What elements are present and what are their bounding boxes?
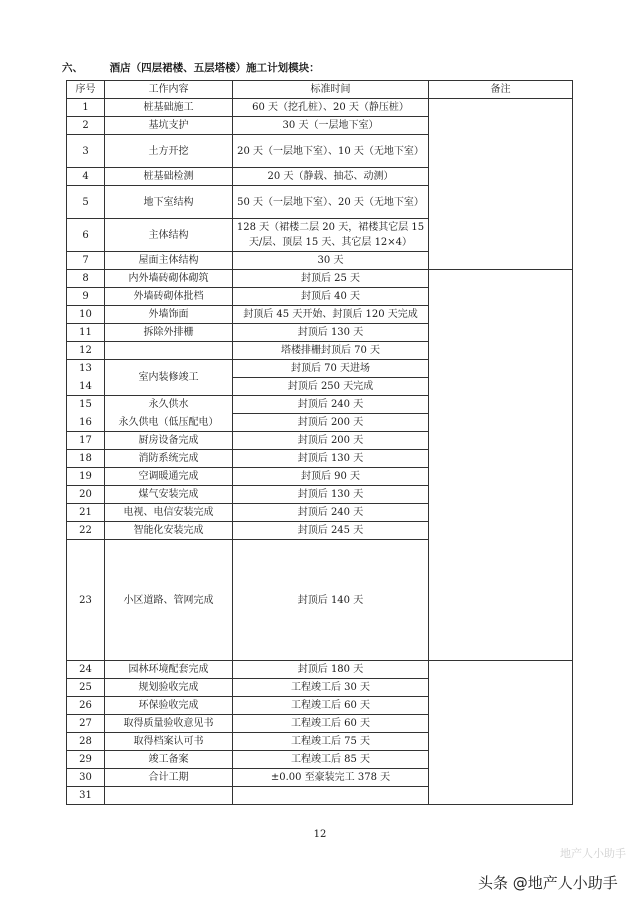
row-seq: 16 (67, 414, 105, 432)
row-seq: 21 (67, 504, 105, 522)
row-seq: 3 (67, 135, 105, 168)
row-seq: 10 (67, 306, 105, 324)
row-seq: 14 (67, 378, 105, 396)
row-seq: 29 (67, 751, 105, 769)
row-seq: 26 (67, 697, 105, 715)
header-remark: 备注 (429, 81, 573, 99)
row-seq: 30 (67, 769, 105, 787)
construction-plan-table (66, 80, 573, 805)
row-work: 永久供水 (105, 396, 233, 414)
row-time: 封顶后 70 天进场 (233, 360, 429, 378)
row-remark (429, 270, 573, 661)
row-work: 内外墙砖砌体砌筑 (105, 270, 233, 288)
row-work: 电视、电信安装完成 (105, 504, 233, 522)
table-row (67, 99, 573, 117)
row-work: 取得质量验收意见书 (105, 715, 233, 733)
row-seq: 28 (67, 733, 105, 751)
row-time: 30 天（一层地下室） (233, 117, 429, 135)
header-time: 标准时间 (233, 81, 429, 99)
row-time: 工程竣工后 30 天 (233, 679, 429, 697)
row-time: 20 天（一层地下室）、10 天（无地下室） (233, 135, 429, 168)
row-work: 合计工期 (105, 769, 233, 787)
row-seq: 1 (67, 99, 105, 117)
row-work: 取得档案认可书 (105, 733, 233, 751)
row-work: 园林环境配套完成 (105, 661, 233, 679)
row-time: 封顶后 25 天 (233, 270, 429, 288)
row-seq: 24 (67, 661, 105, 679)
row-time: 封顶后 40 天 (233, 288, 429, 306)
row-seq: 22 (67, 522, 105, 540)
row-time: ±0.00 至豪装完工 378 天 (233, 769, 429, 787)
row-seq: 6 (67, 219, 105, 252)
row-time: 工程竣工后 60 天 (233, 697, 429, 715)
watermark-text: 地产人小助手 (560, 847, 626, 860)
row-work: 土方开挖 (105, 135, 233, 168)
row-work: 桩基础检测 (105, 168, 233, 186)
row-seq: 11 (67, 324, 105, 342)
row-work: 规划验收完成 (105, 679, 233, 697)
row-time: 封顶后 245 天 (233, 522, 429, 540)
row-seq: 8 (67, 270, 105, 288)
row-work: 屋面主体结构 (105, 252, 233, 270)
header-seq: 序号 (67, 81, 105, 99)
row-work: 厨房设备完成 (105, 432, 233, 450)
row-time: 60 天（挖孔桩）、20 天（静压桩） (233, 99, 429, 117)
row-seq: 27 (67, 715, 105, 733)
row-seq: 17 (67, 432, 105, 450)
row-time: 封顶后 130 天 (233, 324, 429, 342)
row-seq: 5 (67, 186, 105, 219)
row-work: 竣工备案 (105, 751, 233, 769)
row-seq: 23 (67, 540, 105, 661)
row-seq: 31 (67, 787, 105, 805)
row-work: 地下室结构 (105, 186, 233, 219)
row-time: 封顶后 200 天 (233, 414, 429, 432)
row-work: 室内装修竣工 (105, 360, 233, 396)
table-row (67, 270, 573, 288)
row-work: 消防系统完成 (105, 450, 233, 468)
row-seq: 20 (67, 486, 105, 504)
row-time: 50 天（一层地下室）、20 天（无地下室） (233, 186, 429, 219)
table-row (67, 661, 573, 679)
row-time: 塔楼排栅封顶后 70 天 (233, 342, 429, 360)
section-title: 酒店（四层裙楼、五层塔楼）施工计划模块： (109, 62, 320, 74)
row-time: 封顶后 90 天 (233, 468, 429, 486)
row-remark (429, 99, 573, 270)
row-work (105, 342, 233, 360)
row-work: 煤气安装完成 (105, 486, 233, 504)
row-work: 小区道路、管网完成 (105, 540, 233, 661)
row-time: 封顶后 250 天完成 (233, 378, 429, 396)
row-time: 128 天（裙楼二层 20 天，裙楼其它层 15 天/层、顶层 15 天、其它层 12×4） (233, 219, 429, 252)
row-time: 封顶后 240 天 (233, 396, 429, 414)
row-seq: 7 (67, 252, 105, 270)
row-seq: 12 (67, 342, 105, 360)
page-number: 12 (313, 829, 327, 840)
row-work: 主体结构 (105, 219, 233, 252)
row-seq: 13 (67, 360, 105, 378)
row-time: 封顶后 200 天 (233, 432, 429, 450)
row-time: 封顶后 140 天 (233, 540, 429, 661)
row-time: 封顶后 130 天 (233, 450, 429, 468)
row-work: 基坑支护 (105, 117, 233, 135)
row-time: 30 天 (233, 252, 429, 270)
section-number: 六、 (62, 62, 83, 74)
row-seq: 18 (67, 450, 105, 468)
row-time: 工程竣工后 60 天 (233, 715, 429, 733)
row-time: 工程竣工后 85 天 (233, 751, 429, 769)
row-work: 拆除外排栅 (105, 324, 233, 342)
row-time: 封顶后 240 天 (233, 504, 429, 522)
row-work: 空调暖通完成 (105, 468, 233, 486)
row-time: 封顶后 180 天 (233, 661, 429, 679)
row-work (105, 787, 233, 805)
row-seq: 4 (67, 168, 105, 186)
header-work: 工作内容 (105, 81, 233, 99)
row-work: 桩基础施工 (105, 99, 233, 117)
row-work: 外墙砖砌体批档 (105, 288, 233, 306)
row-time: 封顶后 130 天 (233, 486, 429, 504)
row-work: 永久供电（低压配电） (105, 414, 233, 432)
row-seq: 9 (67, 288, 105, 306)
row-time (233, 787, 429, 805)
row-seq: 19 (67, 468, 105, 486)
row-remark (429, 661, 573, 805)
section-heading (62, 60, 320, 75)
source-label: 头条 @地产人小助手 (478, 874, 618, 892)
row-work: 外墙饰面 (105, 306, 233, 324)
row-time: 20 天（静载、抽芯、动测） (233, 168, 429, 186)
row-seq: 2 (67, 117, 105, 135)
row-time: 工程竣工后 75 天 (233, 733, 429, 751)
row-work: 智能化安装完成 (105, 522, 233, 540)
row-work: 环保验收完成 (105, 697, 233, 715)
table-header-row (67, 81, 573, 99)
row-time: 封顶后 45 天开始、封顶后 120 天完成 (233, 306, 429, 324)
row-seq: 25 (67, 679, 105, 697)
row-seq: 15 (67, 396, 105, 414)
